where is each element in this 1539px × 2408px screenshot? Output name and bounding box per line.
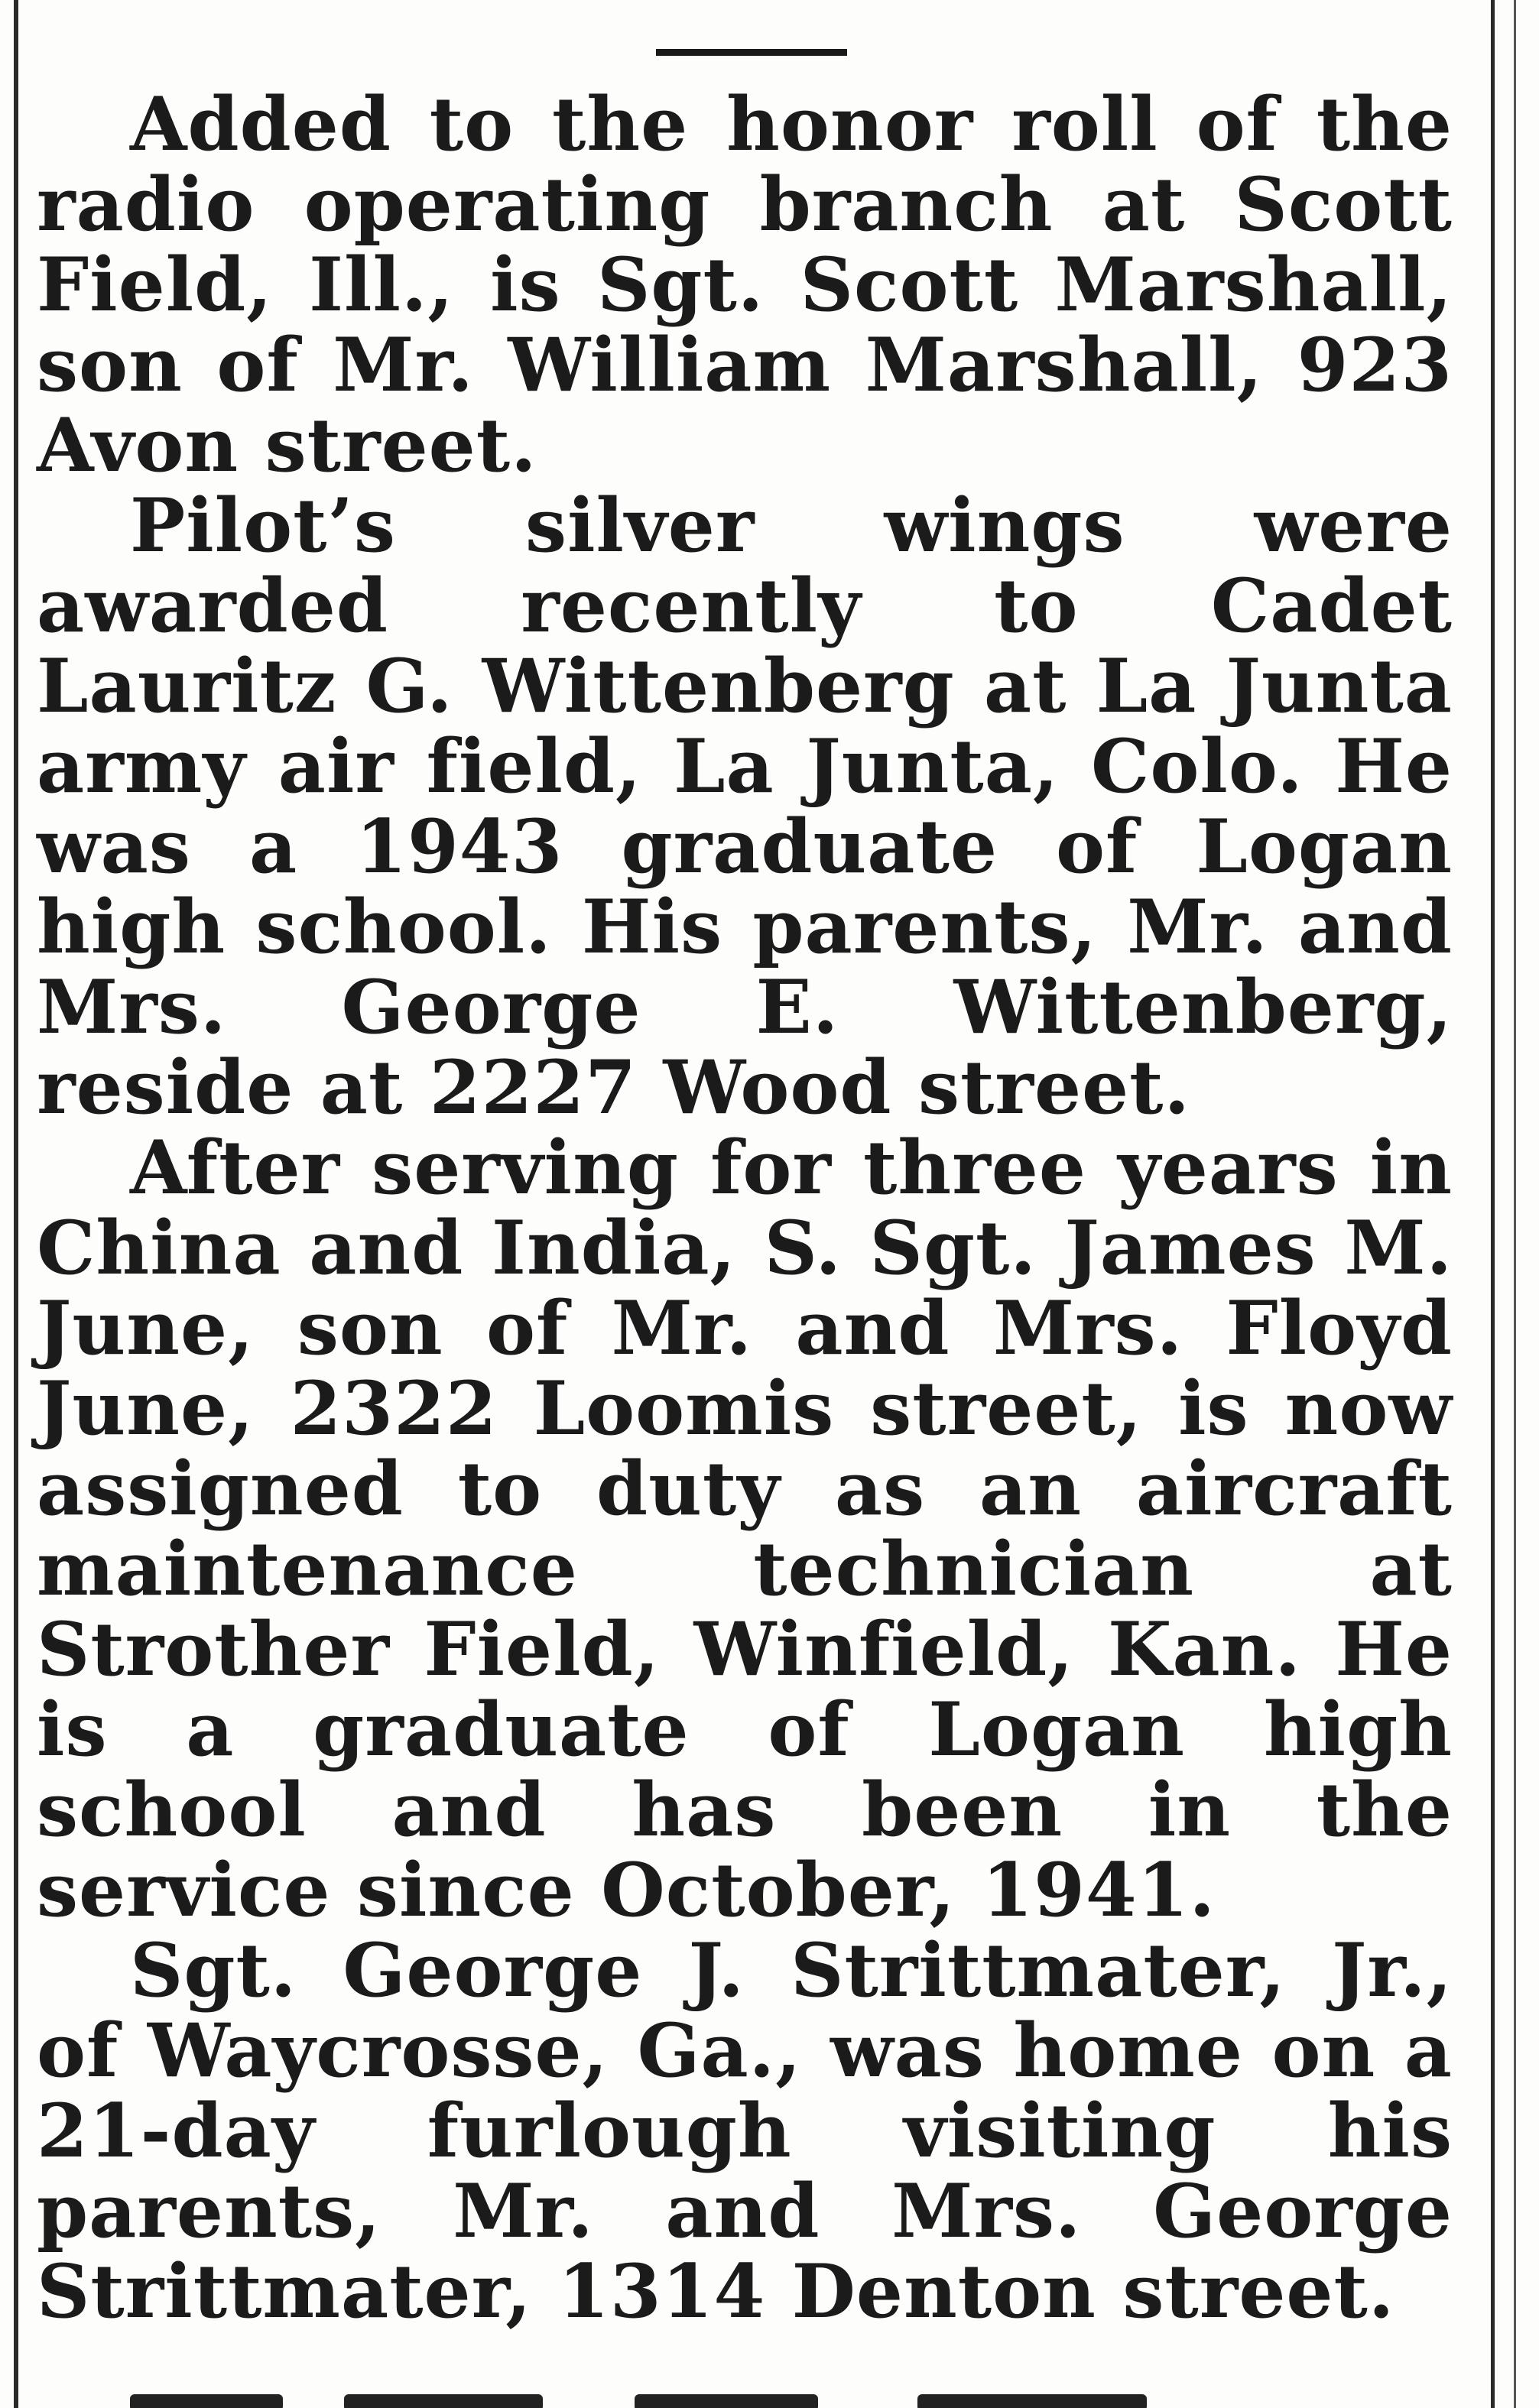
paragraph-wittenberg: Pilot’s silver wings were awarded recently to Cadet Lauritz G. Wittenberg at La Junta army air field, La Junta, Colo. He was a 1943 graduate of Logan high school. His parents, Mr. and Mrs. George E. Wittenberg, reside at 2227 Wood street. [37,482,1453,1131]
paragraph-june: After serving for three years in China and India, S. Sgt. James M. June, son of Mr. and Mrs. Floyd June, 2322 Loomis street, is now assigned to duty as an aircraft maintenance technician at Strother Field, Winfield, Kan. He is a graduate of Logan high school and has been in the service since October, 1941. [37,1124,1453,1933]
article-body [37,81,1453,2335]
article-separator-rule [656,49,847,56]
cut-off-text-top [321,0,1468,8]
right-edge-rule [1514,0,1516,2408]
paragraph-strittmater: Sgt. George J. Strittmater, Jr., of Waycrosse, Ga., was home on a 21-day furlough visiting his parents, Mr. and Mrs. George Strittmater, 1314 Denton street. [37,1927,1453,2335]
paragraph-marshall: Added to the honor roll of the radio operating branch at Scott Field, Ill., is Sgt. Scott Marshall, son of Mr. William Marshall, 923 Avon street. [37,81,1453,488]
cut-off-text-bottom [107,2394,1407,2408]
right-column-rule [1491,0,1495,2408]
left-column-rule [14,0,18,2408]
